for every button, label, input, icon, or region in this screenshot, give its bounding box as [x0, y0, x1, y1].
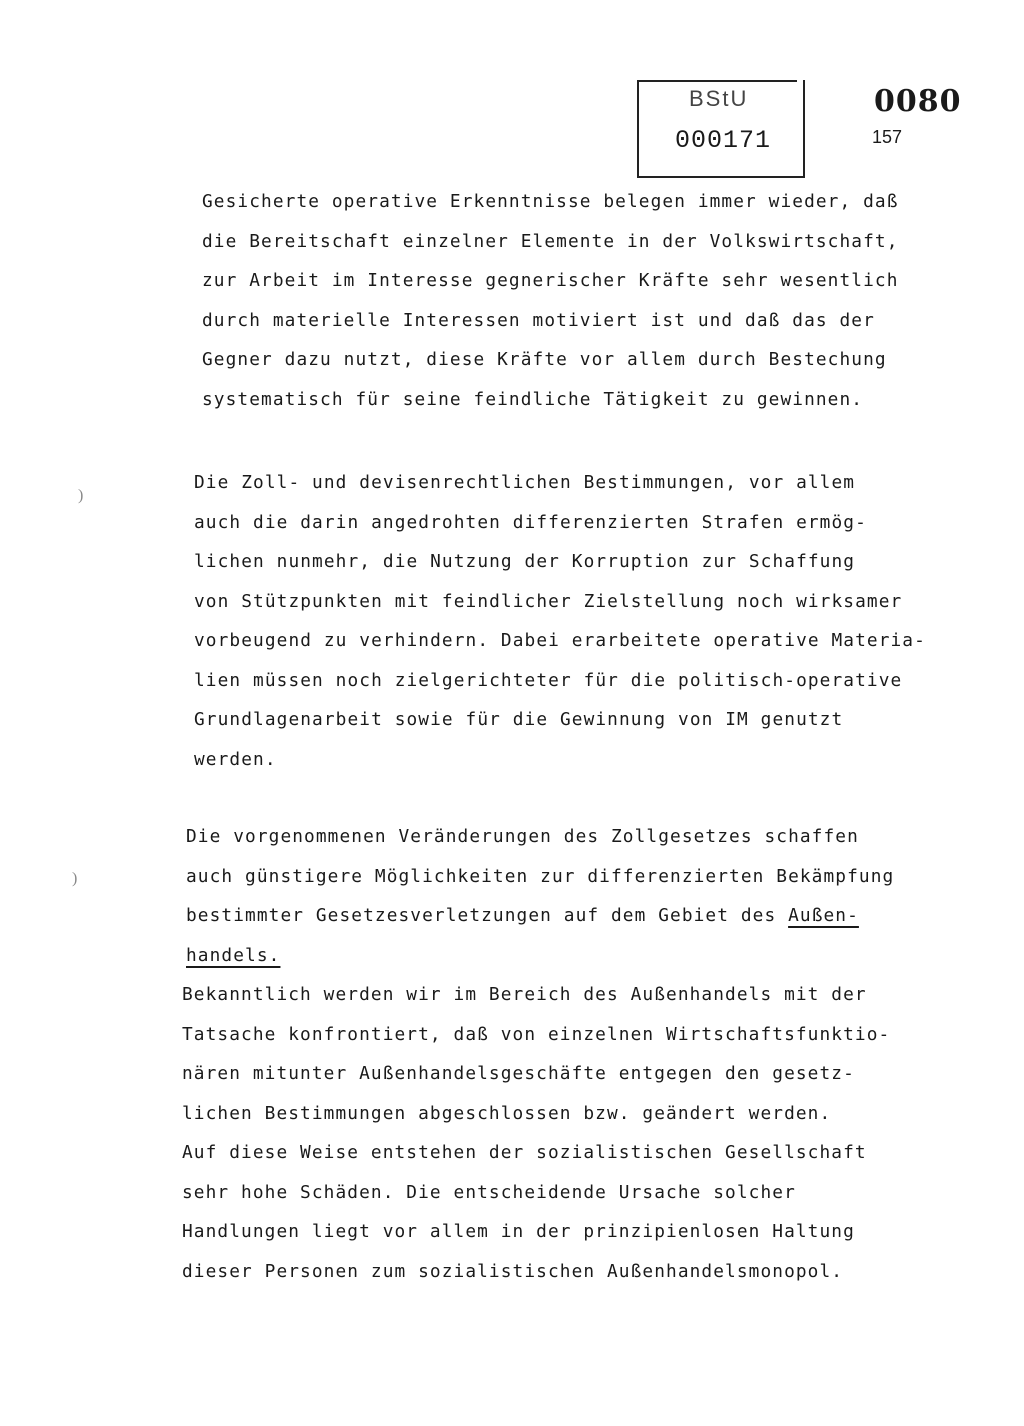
text-line: systematisch für seine feindliche Tätigkeit zu gewinnen. — [202, 388, 864, 410]
paragraph-3 — [186, 817, 894, 975]
text-line: Bekanntlich werden wir im Bereich des Außenhandels mit der — [182, 984, 867, 1005]
folio-number: 0080 — [874, 84, 962, 119]
paragraph-2 — [194, 463, 926, 779]
text-line: dieser Personen zum sozialistischen Außenhandelsmonopol. — [182, 1260, 844, 1282]
text-line: Gegner dazu nutzt, diese Kräfte vor allem durch Bestechung — [202, 349, 887, 370]
margin-mark: ) — [72, 870, 78, 887]
text-line: die Bereitschaft einzelner Elemente in der Volkswirtschaft, — [202, 230, 899, 252]
text-line: Tatsache konfrontiert, daß von einzelnen Wirtschaftsfunktio- — [182, 1023, 891, 1045]
text-line: Die Zoll- und devisenrechtlichen Bestimmungen, vor allem — [194, 472, 856, 493]
text-line: Auf diese Weise entstehen der sozialistischen Gesellschaft — [182, 1142, 867, 1163]
text-line: Die vorgenommenen Veränderungen des Zollgesetzes schaffen — [186, 826, 859, 847]
text-line: werden. — [194, 748, 277, 770]
paragraph-4 — [182, 975, 890, 1291]
text-line: nären mitunter Außenhandelsgeschäfte entgegen den gesetz- — [182, 1063, 855, 1084]
underlined-word: Außen- — [788, 905, 859, 926]
text-line: vorbeugend zu verhindern. Dabei erarbeitete operative Materia- — [194, 630, 926, 651]
text-line: lichen Bestimmungen abgeschlossen bzw. geändert werden. — [182, 1102, 832, 1124]
text-line-underlined: handels. — [186, 944, 281, 966]
text-fragment: bestimmter Gesetzesverletzungen auf dem Gebiet des — [186, 905, 789, 926]
archive-stamp — [637, 80, 805, 178]
stamp-label: BStU — [689, 86, 749, 111]
margin-mark: ) — [78, 487, 84, 504]
text-line: Handlungen liegt vor allem in der prinzipienlosen Haltung — [182, 1221, 855, 1242]
text-line: von Stützpunkten mit feindlicher Zielstellung noch wirksamer — [194, 590, 903, 612]
stamp-number: 000171 — [675, 126, 772, 155]
page-number: 157 — [872, 127, 903, 147]
text-line: auch die darin angedrohten differenzierten Strafen ermög- — [194, 511, 867, 533]
text-line: Grundlagenarbeit sowie für die Gewinnung von IM genutzt — [194, 709, 844, 730]
text-line: zur Arbeit im Interesse gegnerischer Kräfte sehr wesentlich — [202, 270, 899, 291]
text-line: lien müssen noch zielgerichteter für die politisch-operative — [194, 669, 903, 691]
text-line: auch günstigere Möglichkeiten zur differenzierten Bekämpfung — [186, 865, 895, 887]
text-line: Gesicherte operative Erkenntnisse belegen immer wieder, daß — [202, 191, 899, 212]
text-line: durch materielle Interessen motiviert ist und daß das der — [202, 309, 875, 331]
text-line: sehr hohe Schäden. Die entscheidende Ursache solcher — [182, 1181, 796, 1203]
text-line: lichen nunmehr, die Nutzung der Korruption zur Schaffung — [194, 551, 856, 572]
paragraph-1 — [202, 182, 899, 419]
text-line — [186, 896, 894, 936]
